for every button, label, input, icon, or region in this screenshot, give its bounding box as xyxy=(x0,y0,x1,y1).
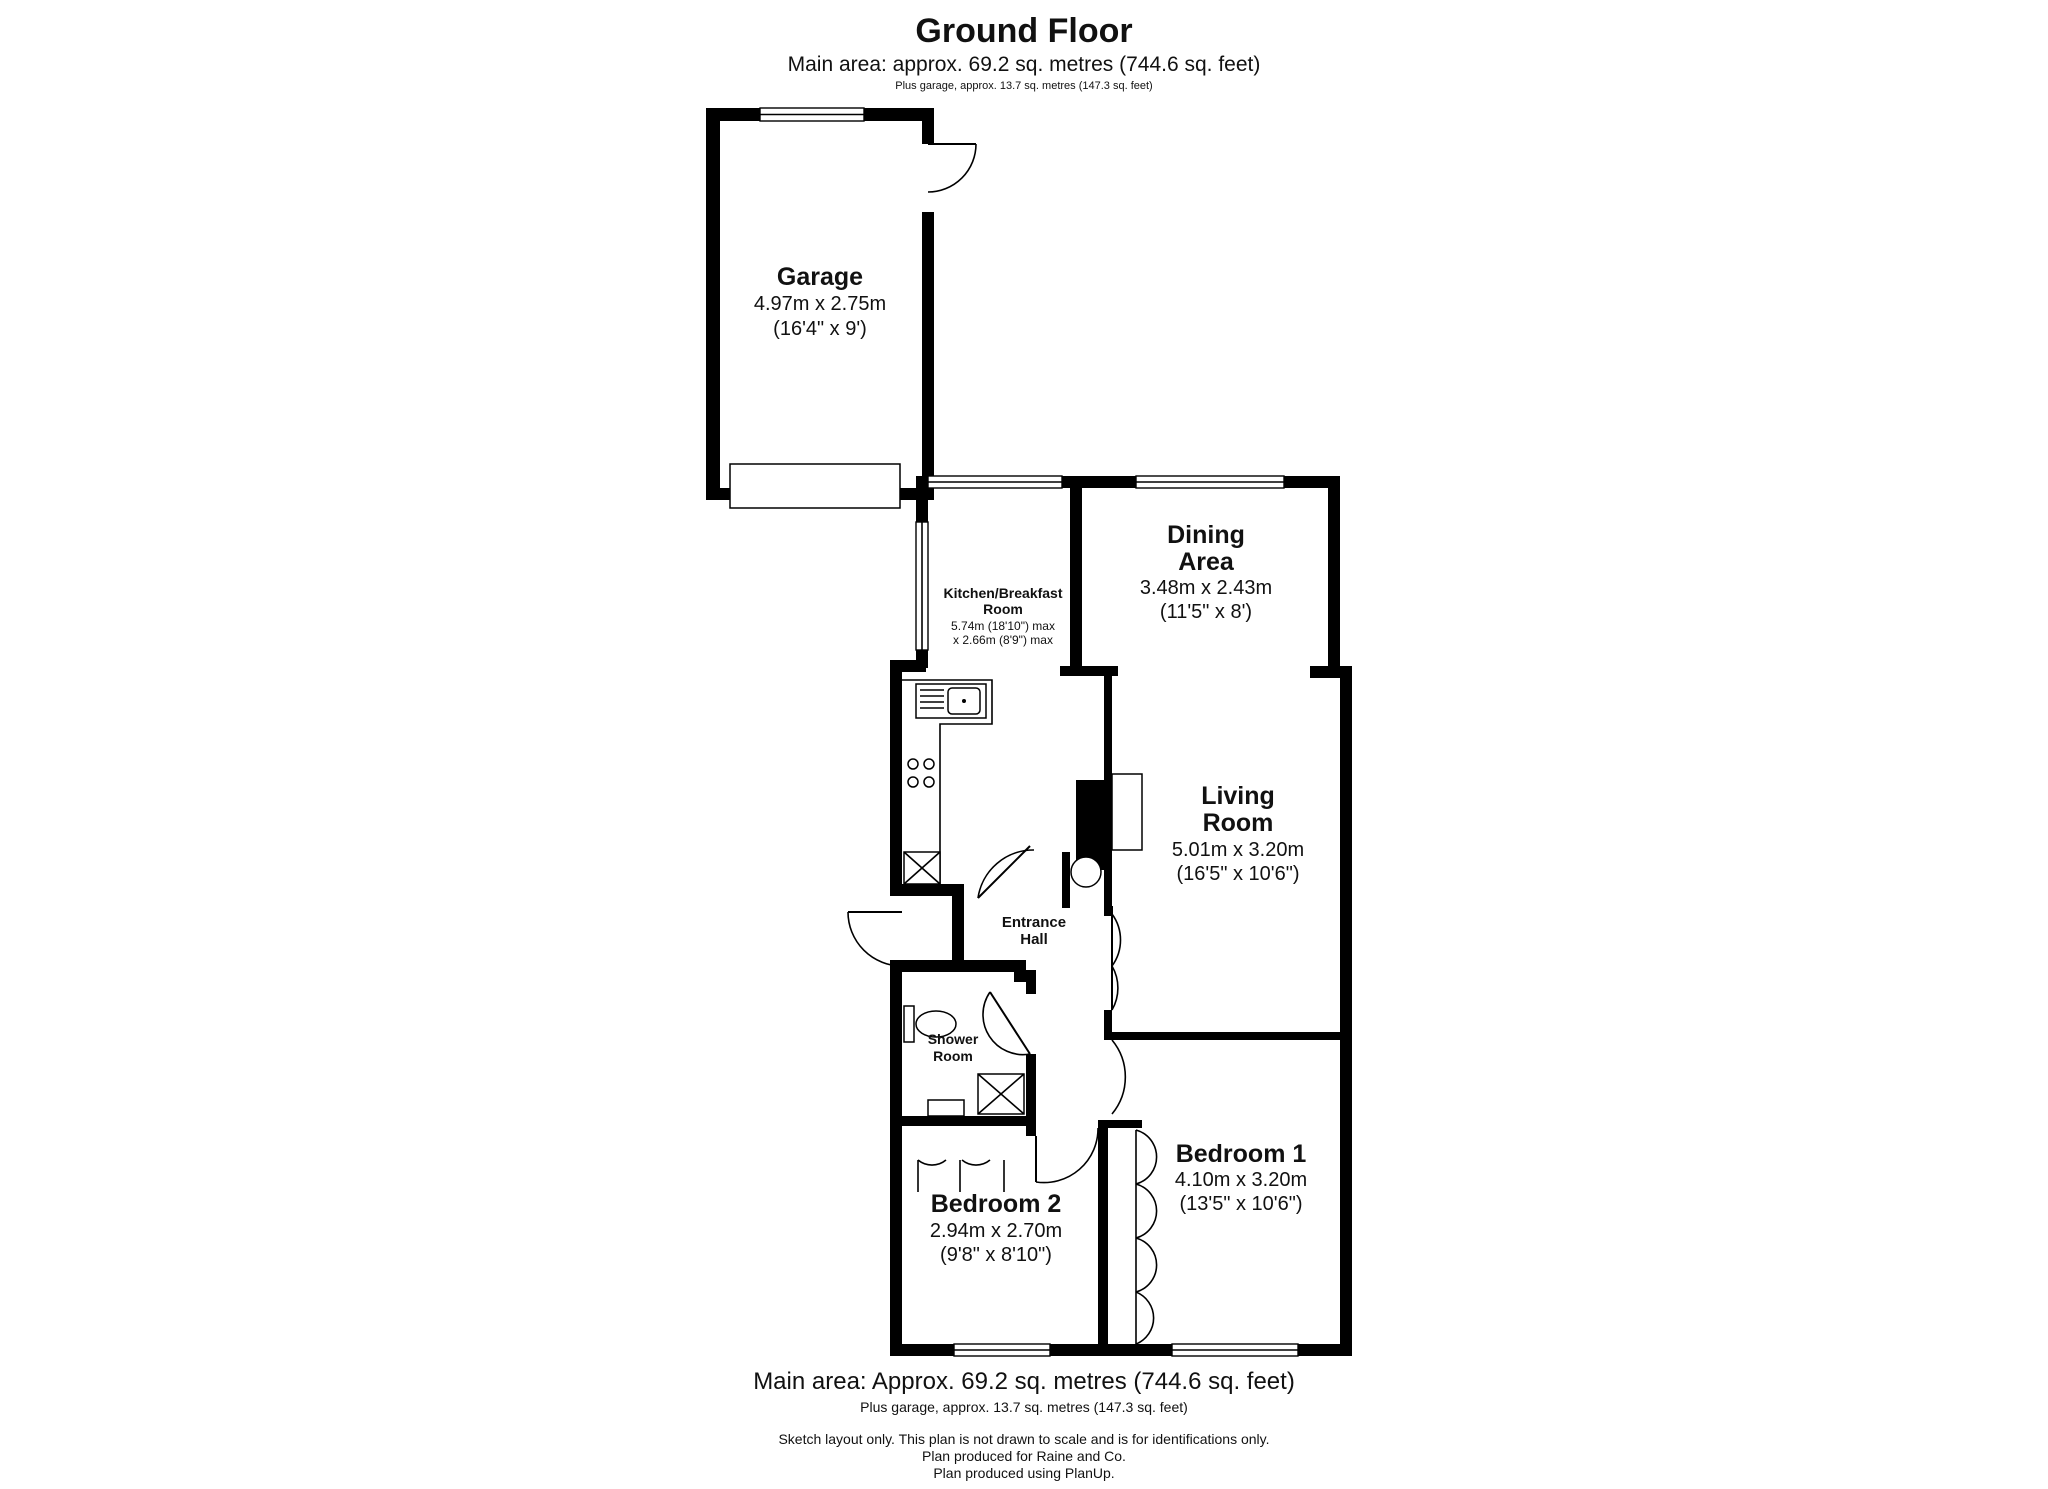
hob-icon xyxy=(908,759,934,787)
kitchen-door xyxy=(978,846,1034,898)
hall-name-1: Entrance xyxy=(1001,914,1067,931)
header-main-area: Main area: approx. 69.2 sq. metres (744.6 sq. feet) xyxy=(787,53,1261,76)
dining-name-2: Area xyxy=(1178,548,1234,576)
garage-imperial: (16'4" x 9') xyxy=(773,318,867,340)
living-imperial: (16'5" x 10'6") xyxy=(1176,863,1300,885)
footer-garage-area: Plus garage, approx. 13.7 sq. metres (147.3 sq. feet) xyxy=(860,1399,1188,1415)
kitchen-worktop xyxy=(902,680,992,884)
footer-main-area: Main area: Approx. 69.2 sq. metres (744.6 sq. feet) xyxy=(753,1368,1295,1395)
living-name-1: Living xyxy=(1201,782,1275,810)
shower-name-1: Shower xyxy=(927,1031,979,1047)
footer-produced-using: Plan produced using PlanUp. xyxy=(933,1465,1115,1481)
footer-disclaimer: Sketch layout only. This plan is not drawn to scale and is for identifications only. xyxy=(778,1431,1270,1447)
kitchen-name-1: Kitchen/Breakfast xyxy=(943,585,1063,601)
dining-imperial: (11'5" x 8') xyxy=(1159,601,1253,623)
footer-produced-for: Plan produced for Raine and Co. xyxy=(922,1448,1126,1464)
bedroom2-door xyxy=(1036,1128,1098,1183)
kitchen-dim-1: 5.74m (18'10") max xyxy=(951,619,1055,633)
header-garage-area: Plus garage, approx. 13.7 sq. metres (147.3 sq. feet) xyxy=(895,80,1153,92)
fireplace-hearth xyxy=(1112,774,1142,850)
kitchen-dim-2: x 2.66m (8'9") max xyxy=(953,633,1053,647)
cylinder-icon xyxy=(1071,857,1101,887)
garage-side-door xyxy=(928,144,976,192)
floor-title: Ground Floor xyxy=(915,12,1133,50)
garage-door-panel xyxy=(730,464,900,508)
bedroom2-imperial: (9'8" x 8'10") xyxy=(940,1244,1052,1266)
bedroom1-wardrobe xyxy=(1136,1130,1157,1344)
front-door xyxy=(848,912,902,966)
bedroom1-metric: 4.10m x 3.20m xyxy=(1174,1169,1308,1191)
living-door xyxy=(1112,906,1121,1010)
bedroom1-name: Bedroom 1 xyxy=(1175,1140,1307,1168)
garage-name: Garage xyxy=(776,263,864,291)
living-metric: 5.01m x 3.20m xyxy=(1171,839,1305,861)
bedroom2-metric: 2.94m x 2.70m xyxy=(929,1220,1063,1242)
bedroom1-door xyxy=(1112,1040,1125,1114)
dining-name-1: Dining xyxy=(1167,521,1245,549)
kitchen-name-2: Room xyxy=(983,601,1023,617)
hall-name-2: Hall xyxy=(1020,931,1048,948)
bedroom2-wardrobe xyxy=(918,1160,1004,1192)
bedroom2-name: Bedroom 2 xyxy=(930,1190,1062,1218)
shower-room-door xyxy=(983,992,1030,1055)
basin-icon xyxy=(928,1100,964,1116)
bedroom1-imperial: (13'5" x 10'6") xyxy=(1179,1193,1303,1215)
dining-metric: 3.48m x 2.43m xyxy=(1139,577,1273,599)
shower-name-2: Room xyxy=(933,1048,973,1064)
garage-metric: 4.97m x 2.75m xyxy=(753,293,887,315)
living-name-2: Room xyxy=(1202,809,1274,837)
